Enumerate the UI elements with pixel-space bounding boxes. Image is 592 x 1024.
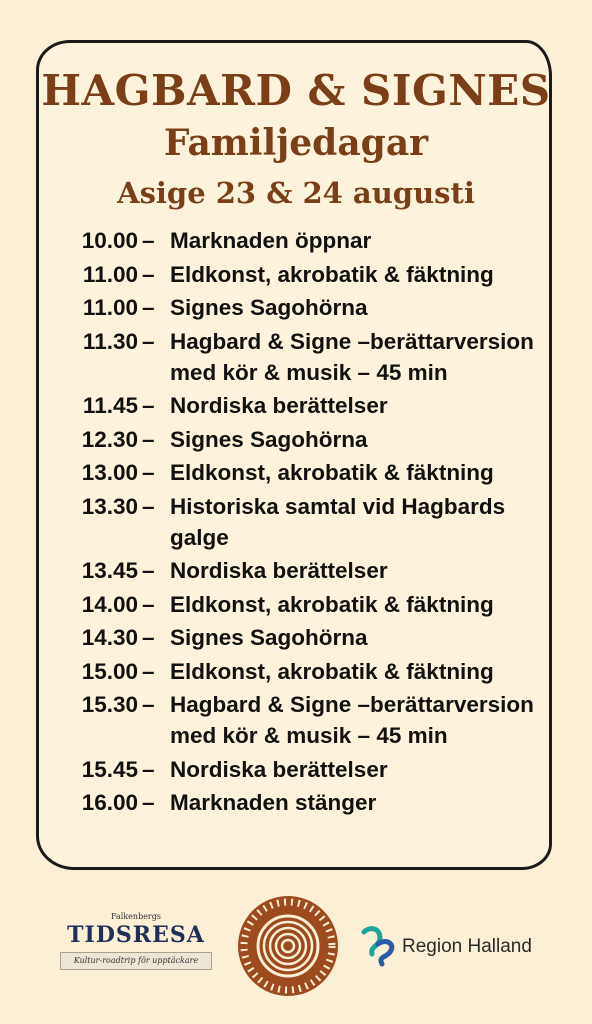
schedule-label: Hagbard & Signe –berättarversion [170,328,534,354]
schedule-time: 12.30 [81,426,138,452]
schedule-dash: – [142,228,155,253]
schedule-label: Eldkonst, akrobatik & fäktning [170,460,494,485]
runic-seal-icon [236,894,340,998]
tidsresa-logo [56,912,216,974]
schedule-label-continued: med kör & musik – 45 min [170,723,448,748]
region-halland-logo-icon [360,924,400,968]
schedule-time: 11.45 [82,393,138,418]
schedule-label: Nordiska berättelser [170,558,388,583]
schedule-time: 15.45 [81,756,138,782]
page-title: HAGBARD & SIGNES [41,66,551,115]
region-halland-logo [360,924,550,968]
schedule-time: 15.30 [81,692,138,717]
schedule-dash: – [142,426,155,452]
schedule-label: Marknaden öppnar [170,228,372,253]
schedule-time: 14.00 [81,591,138,617]
schedule-dash: – [142,625,155,650]
schedule-time: 10.00 [81,228,138,253]
schedule-label: Signes Sagohörna [170,295,368,320]
schedule-label: Nordiska berättelser [170,393,388,418]
tidsresa-tagline: Kultur-roadtrip för upptäckare [60,952,212,970]
schedule-time: 13.45 [81,558,138,583]
schedule-time: 14.30 [81,625,138,650]
schedule-label: Marknaden stänger [170,790,377,815]
schedule-label: Eldkonst, akrobatik & fäktning [170,658,494,684]
schedule-dash: – [142,692,155,717]
schedule-time: 11.30 [82,328,138,354]
schedule-dash: – [142,328,155,354]
schedule-dash: – [142,558,155,583]
schedule-dash: – [142,591,155,617]
schedule-dash: – [142,493,155,519]
schedule-dash: – [142,295,155,320]
schedule-label-continued: galge [170,524,229,550]
date-line: Asige 23 & 24 augusti [117,176,475,210]
schedule-label-continued: med kör & musik – 45 min [170,359,448,385]
schedule-label: Nordiska berättelser [170,756,388,782]
schedule-label: Eldkonst, akrobatik & fäktning [170,261,494,287]
schedule-label: Signes Sagohörna [170,625,368,650]
schedule-dash: – [142,393,155,418]
region-halland-name: Region Halland [402,936,532,957]
schedule-label: Signes Sagohörna [170,426,368,452]
tidsresa-small-text: Falkenbergs [111,912,161,921]
schedule-time: 11.00 [82,295,138,320]
schedule-time: 16.00 [81,790,138,815]
schedule-label: Hagbard & Signe –berättarversion [170,692,534,717]
tidsresa-name: TIDSRESA [67,922,205,948]
schedule-dash: – [142,658,155,684]
page-subtitle: Familjedagar [163,122,429,164]
schedule-time: 11.00 [82,261,138,287]
schedule-label: Historiska samtal vid Hagbards [170,493,506,519]
schedule-label: Eldkonst, akrobatik & fäktning [170,591,494,617]
schedule-dash: – [142,460,155,485]
schedule-time: 13.00 [81,460,138,485]
schedule-dash: – [142,261,155,287]
schedule-time: 15.00 [81,658,138,684]
schedule-time: 13.30 [81,493,138,519]
schedule-dash: – [142,790,155,815]
schedule-dash: – [142,756,155,782]
